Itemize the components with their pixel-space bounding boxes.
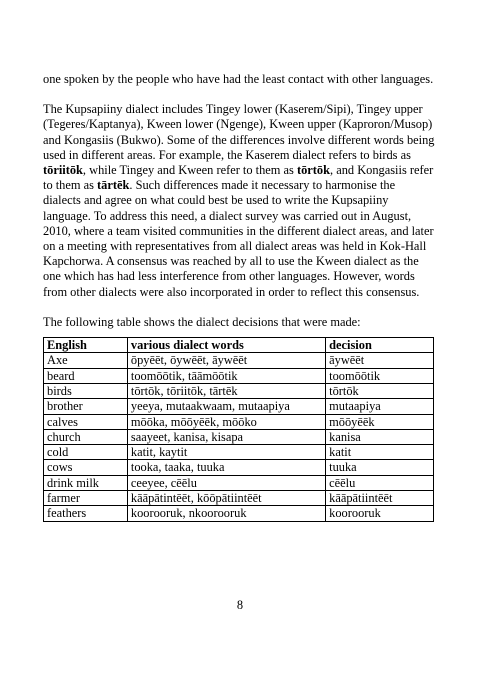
cell-english: brother bbox=[44, 399, 128, 414]
dialect-paragraph bbox=[43, 102, 435, 300]
cell-english: drink milk bbox=[44, 475, 128, 490]
table-row bbox=[44, 383, 434, 398]
table-header-row bbox=[44, 338, 434, 353]
cell-english: calves bbox=[44, 414, 128, 429]
table-row bbox=[44, 475, 434, 490]
page-content bbox=[43, 72, 435, 522]
table-row bbox=[44, 353, 434, 368]
cell-dialect-words: tooka, taaka, tuuka bbox=[127, 460, 325, 475]
cell-dialect-words: ōpyēēt, ōywēēt, āywēēt bbox=[127, 353, 325, 368]
dialect-paragraph-text-3: , and Kongasiis refer to them as bbox=[43, 163, 434, 193]
table-row bbox=[44, 368, 434, 383]
cell-decision: mutaapiya bbox=[326, 399, 434, 414]
table-row bbox=[44, 506, 434, 521]
table-row bbox=[44, 399, 434, 414]
cell-dialect-words: saayeet, kanisa, kisapa bbox=[127, 429, 325, 444]
table-caption: The following table shows the dialect decisions that were made: bbox=[43, 314, 361, 329]
cell-dialect-words: koorooruk, nkoorooruk bbox=[127, 506, 325, 521]
page-number: 8 bbox=[236, 598, 244, 612]
cell-dialect-words: yeeya, mutaakwaam, mutaapiya bbox=[127, 399, 325, 414]
cell-decision: toomōōtik bbox=[326, 368, 434, 383]
cell-decision: kanisa bbox=[326, 429, 434, 444]
dialect-paragraph-text-2: , while Tingey and Kween refer to them as bbox=[82, 163, 297, 178]
table-row bbox=[44, 460, 434, 475]
cell-decision: āywēēt bbox=[326, 353, 434, 368]
cell-english: Axe bbox=[44, 353, 128, 368]
cell-dialect-words: kāāpātintēēt, kōōpātiintēēt bbox=[127, 491, 325, 506]
table-row bbox=[44, 445, 434, 460]
dialect-paragraph-text-1: The Kupsapiiny dialect includes Tingey lower (Kaserem/Sipi), Tingey upper (Tegeres/Kaptanya), Kween lower (Ngenge), Kween upper (Kaproron/Musop) and Kongasiis (Bukwo). Some of the differences involve different words being used in different areas. For example, the Kaserem dialect refers to birds as bbox=[43, 102, 435, 162]
header-decision: decision bbox=[326, 338, 434, 353]
dialect-word-tingey-kween: tōrtōk bbox=[296, 163, 331, 178]
cell-decision: mōōyēēk bbox=[326, 414, 434, 429]
cell-english: feathers bbox=[44, 506, 128, 521]
dialect-paragraph-text-4: . Such differences made it necessary to harmonise the dialects and agree on what could best be used to write the Kupsapiiny language. To address this need, a dialect survey was carried out in August, 2010, where a team visited communities in the different dialect areas, and later on a meeting with representatives from all dialect areas was held in Kok-Hall Kapchorwa. A consensus was reached by all to use the Kween dialect as the one which has had less interference from other languages. However, words from other dialects were also incorporated in order to reflect this consensus. bbox=[43, 178, 434, 299]
cell-dialect-words: tōrtōk, tōriitōk, tārtēk bbox=[127, 383, 325, 398]
cell-english: church bbox=[44, 429, 128, 444]
cell-decision: cēēlu bbox=[326, 475, 434, 490]
cell-decision: tuuka bbox=[326, 460, 434, 475]
dialect-word-kaserem: tōriitōk bbox=[43, 163, 83, 178]
cell-english: farmer bbox=[44, 491, 128, 506]
header-english: English bbox=[44, 338, 128, 353]
cell-dialect-words: katit, kaytit bbox=[127, 445, 325, 460]
cell-dialect-words: ceeyee, cēēlu bbox=[127, 475, 325, 490]
table-row bbox=[44, 429, 434, 444]
header-various-dialect-words: various dialect words bbox=[127, 338, 325, 353]
dialect-word-kongasiis: tārtēk bbox=[97, 178, 130, 193]
cell-english: birds bbox=[44, 383, 128, 398]
table-row bbox=[44, 491, 434, 506]
intro-paragraph: one spoken by the people who have had the least contact with other languages. bbox=[43, 72, 434, 86]
cell-english: cows bbox=[44, 460, 128, 475]
cell-decision: koorooruk bbox=[326, 506, 434, 521]
cell-dialect-words: mōōka, mōōyēēk, mōōko bbox=[127, 414, 325, 429]
cell-decision: kāāpātiintēēt bbox=[326, 491, 434, 506]
cell-dialect-words: toomōōtik, tāāmōōtik bbox=[127, 368, 325, 383]
cell-english: cold bbox=[44, 445, 128, 460]
cell-english: beard bbox=[44, 368, 128, 383]
cell-decision: tōrtōk bbox=[326, 383, 434, 398]
dialect-decisions-table bbox=[43, 337, 434, 522]
cell-decision: katit bbox=[326, 445, 434, 460]
table-row bbox=[44, 414, 434, 429]
